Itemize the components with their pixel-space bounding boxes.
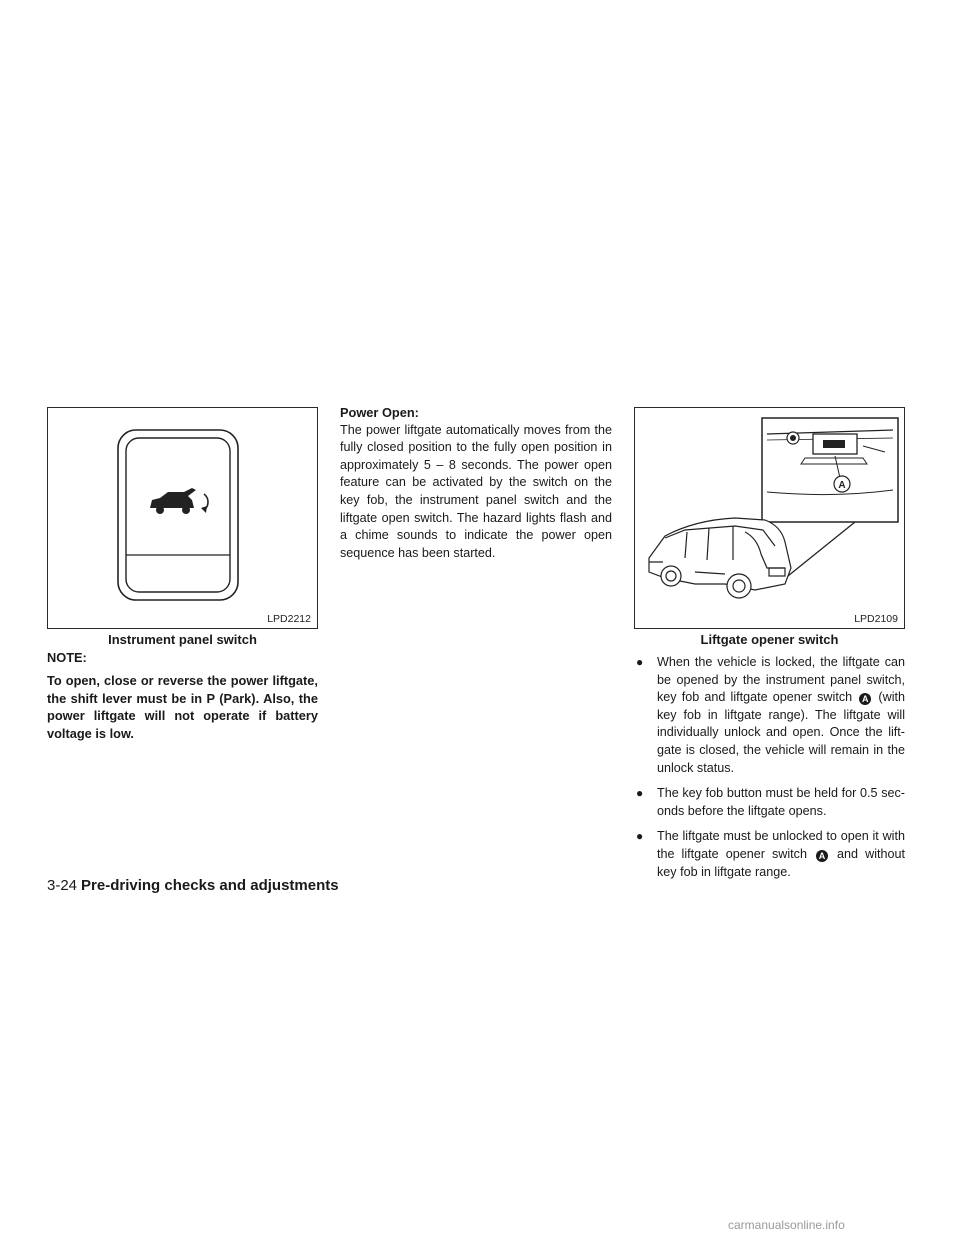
callout-a-icon: A	[859, 693, 871, 705]
figure-liftgate-opener-switch	[634, 407, 905, 629]
page-number: 3-24	[47, 877, 78, 894]
list-item	[634, 785, 905, 820]
power-open-section	[340, 404, 612, 562]
liftgate-opener-switch-illustration	[635, 408, 903, 627]
bullet-text-part: The liftgate must be unlocked to open it with the liftgate opener switch	[657, 829, 905, 861]
figure-caption-instrument-panel-switch: Instrument panel switch	[108, 632, 257, 647]
note-text: To open, close or reverse the power liftgate, the shift lever must be in P (Park). Also, the power liftgate will not operate if battery voltage is low.	[47, 673, 318, 741]
bullet-text: The key fob button must be held for 0.5 sec- onds before the liftgate opens.	[657, 786, 905, 818]
bullet-text-part: (with key fob in liftgate range). The liftgate will individually unlock and open. Once the lift- gate is closed, the vehicle will remain in the unlock status.	[657, 690, 905, 775]
liftgate-bullets-section	[634, 654, 905, 889]
bullet-marker: ●	[636, 829, 644, 844]
bullet-text-part: When the vehicle is locked, the liftgate can be opened by the instrument panel switch, key fob and liftgate opener switch	[657, 655, 905, 705]
instrument-panel-switch-illustration	[48, 408, 316, 627]
chapter-title: Pre-driving checks and adjustments	[81, 877, 339, 894]
suv-vehicle-illustration	[649, 518, 791, 598]
svg-text:A: A	[838, 480, 846, 491]
list-item	[634, 654, 905, 777]
figure-code: LPD2109	[854, 613, 898, 625]
bullet-text-part: and without key fob in liftgate range.	[657, 846, 906, 879]
bullet-list	[634, 654, 905, 881]
figure-instrument-panel-switch	[47, 407, 318, 629]
note-heading: NOTE:	[47, 650, 87, 665]
section-heading-power-open: Power Open:	[340, 405, 419, 420]
bullet-marker: ●	[636, 786, 644, 801]
figure-code: LPD2212	[267, 613, 311, 625]
power-open-paragraph: The power liftgate automatically moves from the fully closed position to the fully open position in approximately 5 – 8 seconds. The power open feature can be activated by the switch on the key fob, the instrument panel switch and the liftgate open switch. The hazard lights flash and a chime sounds to indicate the power open sequence has been started.	[340, 422, 612, 560]
bullet-marker: ●	[636, 655, 644, 669]
page-footer	[47, 877, 339, 894]
watermark: carmanualsonline.info	[728, 1218, 845, 1232]
figure-caption-liftgate-opener-switch: Liftgate opener switch	[700, 632, 839, 647]
list-item	[634, 828, 905, 881]
callout-a-icon: A	[816, 850, 828, 862]
